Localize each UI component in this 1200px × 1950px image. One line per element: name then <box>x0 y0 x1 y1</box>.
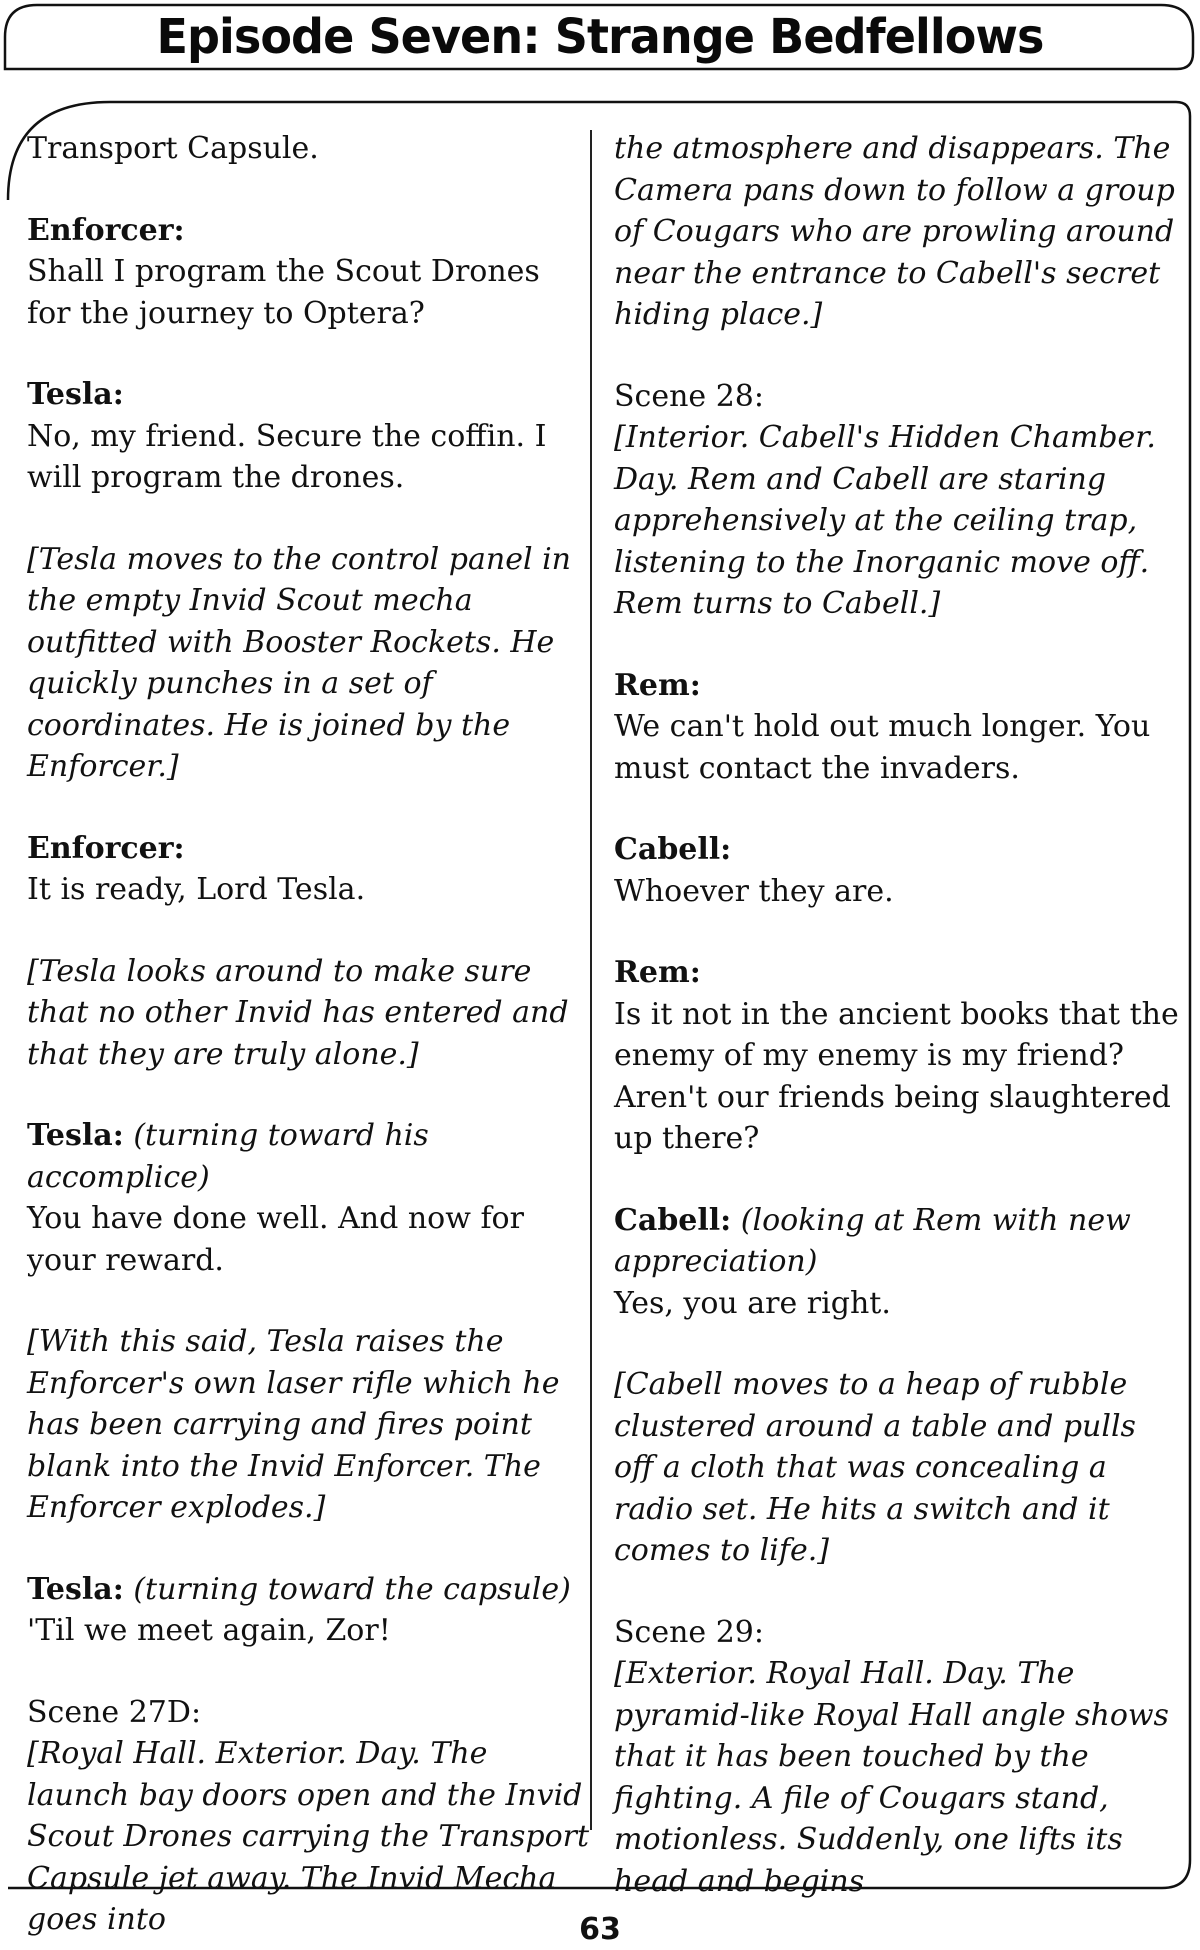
stage-direction: [Interior. Cabell's Hidden Chamber. Day. Rem and Cabell are staring apprehensively at the ceiling trap, listening to the Inorganic move off. Rem turns to Cabell.] <box>614 420 1156 621</box>
speaker-name: Rem: <box>614 955 701 990</box>
dialogue-line: Is it not in the ancient books that the enemy of my enemy is my friend? Aren't our friends being slaughtered up there? <box>614 996 1179 1156</box>
stage-direction: [Cabell moves to a heap of rubble clustered around a table and pulls off a cloth that was concealing a radio set. He hits a switch and it comes to life.] <box>614 1367 1136 1568</box>
dialogue-block <box>27 828 592 911</box>
dialogue-line: We can't hold out much longer. You must contact the invaders. <box>614 709 1151 786</box>
dialogue-block <box>27 1569 592 1652</box>
dialogue-block <box>614 1200 1179 1325</box>
right-column <box>614 128 1179 1902</box>
stage-direction: [Tesla looks around to make sure that no other Invid has entered and that they are truly alone.] <box>27 953 569 1072</box>
scene-block <box>27 1692 592 1941</box>
left-column <box>27 128 592 1941</box>
dialogue-line: 'Til we meet again, Zor! <box>27 1613 391 1648</box>
speaker-name: Tesla: <box>27 1118 124 1153</box>
speaker-name: Enforcer: <box>27 830 185 866</box>
text-block <box>27 128 592 170</box>
dialogue-line: You have done well. And now for your reward. <box>27 1201 524 1278</box>
stage-direction: the atmosphere and disappears. The Camera pans down to follow a group of Cougars who are prowling around near the entrance to Cabell's secret hiding place.] <box>614 131 1175 332</box>
speaker-name: Rem: <box>614 667 701 703</box>
dialogue-line: Shall I program the Scout Drones for the journey to Optera? <box>27 254 540 331</box>
stage-direction: [Royal Hall. Exterior. Day. The launch bay doors open and the Invid Scout Drones carrying the Transport Capsule jet away. The Invid Mecha goes into <box>27 1736 590 1937</box>
scene-block <box>614 1612 1179 1903</box>
dialogue-block <box>614 829 1179 912</box>
dialogue-line: Whoever they are. <box>614 873 894 909</box>
scene-heading: Scene 27D: <box>27 1694 202 1730</box>
stage-direction: [Tesla moves to the control panel in the empty Invid Scout mecha outfitted with Booster Rockets. He quickly punches in a set of coordinates. He is joined by the Enforcer.] <box>27 541 571 784</box>
dialogue-block <box>27 210 592 335</box>
dialogue-block <box>614 665 1179 790</box>
page-title: Episode Seven: Strange Bedfellows <box>156 9 1044 65</box>
scene-heading: Scene 28: <box>614 378 764 414</box>
dialogue-block <box>27 374 592 499</box>
speaker-name: Tesla: <box>27 377 124 412</box>
dialogue-block <box>27 1115 592 1281</box>
stage-direction: [With this said, Tesla raises the Enforcer's own laser rifle which he has been carrying and fires point blank into the Invid Enforcer. The Enforcer explodes.] <box>27 1324 560 1525</box>
speaker-name: Enforcer: <box>27 212 185 248</box>
stage-direction: [Exterior. Royal Hall. Day. The pyramid-like Royal Hall angle shows that it has been touched by the fighting. A file of Cougars stand, motionless. Suddenly, one lifts its head and begins <box>614 1656 1169 1899</box>
dialogue-block <box>614 952 1179 1160</box>
scene-heading: Scene 29: <box>614 1614 764 1650</box>
speaker-name: Cabell: <box>614 832 732 867</box>
stage-text: Transport Capsule. <box>27 131 319 166</box>
speaker-name: Tesla: <box>27 1571 124 1607</box>
speaker-name: Cabell: <box>614 1202 732 1238</box>
dialogue-line: Yes, you are right. <box>614 1285 891 1321</box>
parenthetical: (looking at Rem with new appreciation) <box>614 1202 1131 1279</box>
scene-block <box>614 376 1179 625</box>
parenthetical: (turning toward his accomplice) <box>27 1118 429 1195</box>
dialogue-line: It is ready, Lord Tesla. <box>27 872 366 907</box>
parenthetical: (turning toward the capsule) <box>133 1571 571 1607</box>
page-number: 63 <box>579 1912 621 1947</box>
dialogue-line: No, my friend. Secure the coffin. I will program the drones. <box>27 418 547 495</box>
